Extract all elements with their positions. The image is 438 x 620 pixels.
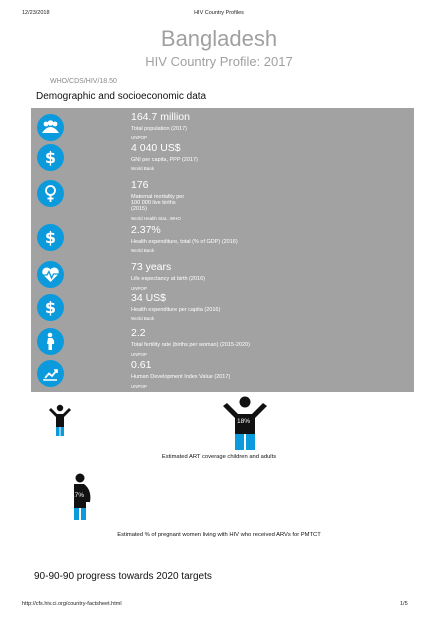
- svg-text:$: $: [44, 298, 57, 317]
- indicator-source: UNPOP: [131, 352, 148, 357]
- print-date: 12/23/2018: [22, 10, 50, 16]
- section-heading-909090: 90-90-90 progress towards 2020 targets: [34, 571, 212, 582]
- indicator-label: Health expenditure per capita (2016): [131, 307, 221, 313]
- indicator-value: 176: [131, 179, 149, 191]
- country-name: Bangladesh: [160, 26, 278, 51]
- indicator-label: GNI per capita, PPP (2017): [131, 157, 198, 163]
- dollar-icon: [37, 224, 64, 251]
- footer-url[interactable]: http://cfs.hiv.ci.org/country-factsheet.html: [22, 601, 122, 607]
- indicator-source: World Bank: [131, 248, 155, 253]
- profile-title: HIV Country Profile: 2017: [145, 54, 293, 69]
- indicator-value: 2.37%: [131, 224, 161, 236]
- indicator-label: Human Development Index Value (2017): [131, 374, 231, 380]
- dollar-icon: [37, 294, 64, 321]
- indicator-source: World Bank: [131, 316, 155, 321]
- child-figure-icon: [48, 404, 72, 437]
- indicator-source: World Bank: [131, 166, 155, 171]
- demographic-panel: [31, 108, 414, 392]
- indicator-source: UNPOP: [131, 286, 148, 291]
- art-coverage-value: 18%: [237, 418, 251, 425]
- indicator-label-line1: Maternal mortality per: [131, 194, 185, 200]
- print-page-title: HIV Country Profiles: [194, 10, 244, 16]
- footer-page-number: 1/5: [400, 601, 408, 607]
- indicator-label: Health expenditure, total (% of GDP) (2016): [131, 239, 238, 245]
- indicator-value: 164.7 million: [131, 111, 190, 123]
- indicator-label-line2: 100 000 live births: [131, 200, 176, 206]
- art-coverage-caption: Estimated ART coverage children and adults: [161, 454, 277, 460]
- indicator-value: 0.61: [131, 359, 152, 371]
- document-id: WHO/CDS/HIV/18.50: [50, 78, 117, 85]
- people-icon: [37, 114, 64, 141]
- indicator-label: Total fertility rate (births per woman) (2015-2020): [131, 342, 250, 348]
- female-icon: [37, 180, 64, 207]
- indicator-label: Life expectancy at birth (2016): [131, 276, 205, 282]
- indicator-source: World Health Stat., WHO: [131, 216, 181, 221]
- heartbeat-icon: [37, 261, 64, 288]
- pmtct-caption: Estimated % of pregnant women living with HIV who received ARVs for PMTCT: [117, 532, 321, 538]
- indicator-label-line3: (2015): [131, 206, 147, 212]
- indicator-value: 34 US$: [131, 292, 167, 304]
- indicator-value: 4 040 US$: [131, 142, 181, 154]
- pregnant-woman-icon: [37, 328, 64, 355]
- indicator-label: Total population (2017): [131, 126, 187, 132]
- indicator-value: 73 years: [131, 261, 172, 273]
- indicator-source: UNPOP: [131, 384, 148, 389]
- trend-chart-icon: [37, 360, 64, 387]
- section-heading-demographic: Demographic and socioeconomic data: [36, 91, 207, 102]
- indicator-source: UNPOP: [131, 135, 148, 140]
- dollar-icon: [37, 144, 64, 171]
- indicator-value: 2.2: [131, 327, 146, 339]
- svg-text:$: $: [44, 228, 57, 247]
- svg-text:$: $: [44, 148, 57, 167]
- pmtct-value: 17%: [71, 492, 85, 499]
